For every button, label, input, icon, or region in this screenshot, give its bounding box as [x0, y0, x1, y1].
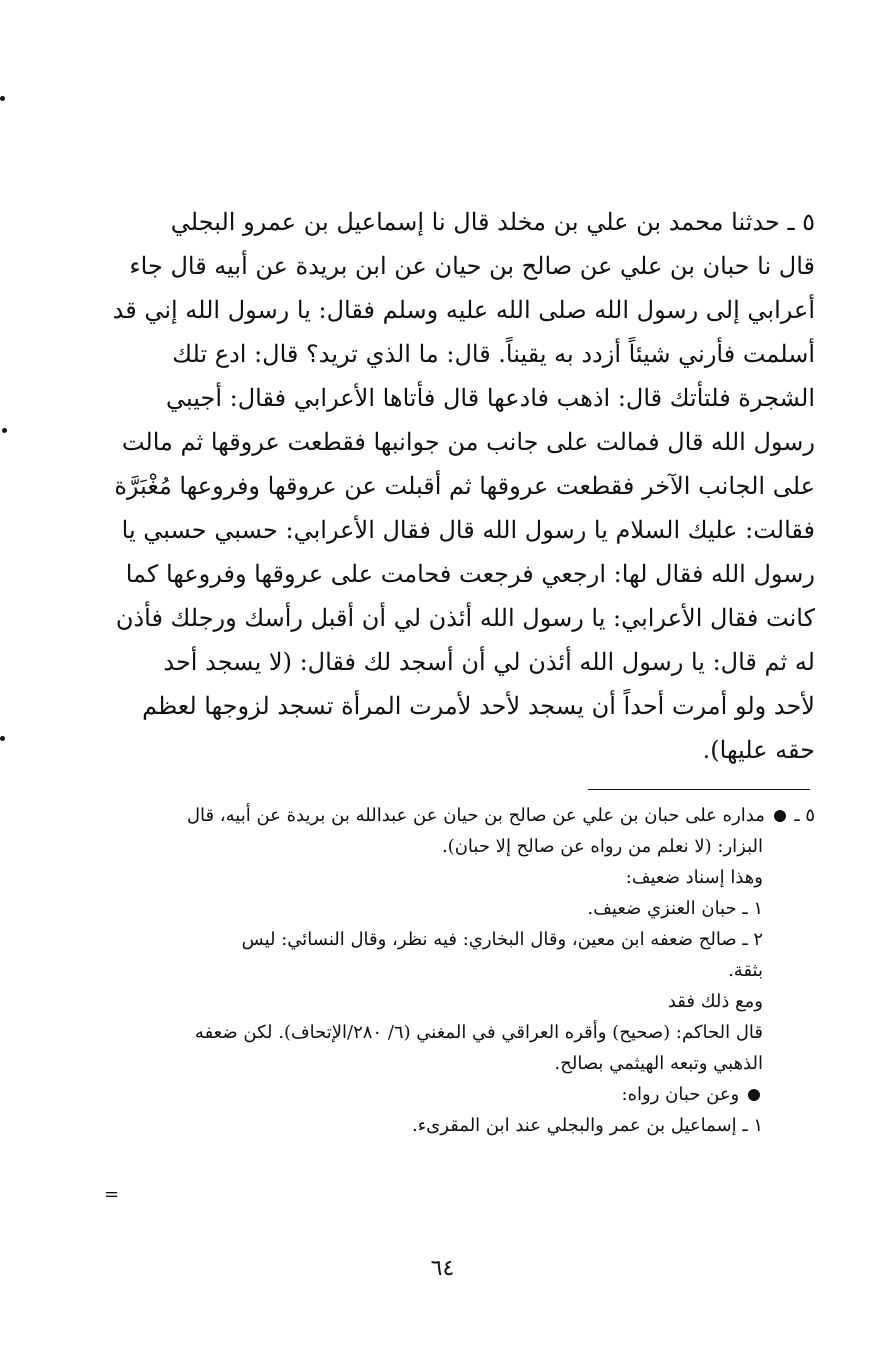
margin-mark-middle [2, 428, 7, 433]
hadith-line: له ثم قال: يا رسول الله أئذن لي أن أسجد لك فقال: (لا يسجد أحد [163, 648, 815, 676]
page-number: ٦٤ [430, 1256, 455, 1281]
footnote-line: قال الحاكم: (صحيح) وأقره العراقي في المغني (٦/ ٢٨٠/الإتحاف). لكن ضعفه [194, 1022, 763, 1043]
hadith-line: ٥ ـ حدثنا محمد بن علي بن مخلد قال نا إسماعيل بن عمرو البجلي [170, 208, 815, 236]
continuation-mark: = [104, 1184, 120, 1205]
hadith-line: أعرابي إلى رسول الله صلى الله عليه وسلم فقال: يا رسول الله إني قد [112, 296, 815, 324]
footnote-number: ٥ ـ [794, 805, 815, 826]
footnotes [100, 800, 815, 1141]
hadith-line: الشجرة فلتأتك قال: اذهب فادعها قال فأتاها الأعرابي فقال: أجيبي [166, 384, 815, 412]
footnote-line: بثقة. [728, 960, 763, 981]
footnote-line: ٢ ـ صالح ضعفه ابن معين، وقال البخاري: فيه نظر، وقال النسائي: ليس [241, 929, 763, 950]
footnote-line: الذهبي وتبعه الهيثمي بصالح. [554, 1053, 763, 1074]
footnote-text: وعن حبان رواه: [621, 1084, 740, 1105]
bullet-icon [774, 810, 786, 822]
hadith-line: رسول الله قال فمالت على جانب من جوانبها فقطعت عروقها ثم مالت [121, 428, 815, 456]
bullet-icon [748, 1089, 760, 1101]
hadith-line: كانت فقال الأعرابي: يا رسول الله أئذن لي أن أقبل رأسك ورجلك فأذن [115, 604, 815, 632]
footnote-line: وهذا إسناد ضعيف: [625, 867, 763, 888]
margin-mark-lower [0, 736, 5, 741]
footnote-line: البزار: (لا نعلم من رواه عن صالح إلا حبان). [441, 836, 763, 857]
hadith-text [100, 200, 815, 772]
footnote-line: ١ ـ إسماعيل بن عمر والبجلي عند ابن المقرىء. [411, 1115, 763, 1136]
hadith-line: على الجانب الآخر فقطعت عروقها ثم أقبلت عن عروقها وفروعها مُغْبَرَّة [114, 472, 815, 500]
hadith-line: لأحد ولو أمرت أحداً أن يسجد لأحد لأمرت المرأة تسجد لزوجها لعظم [142, 692, 815, 720]
hadith-line: رسول الله فقال لها: ارجعي فرجعت فحامت على عروقها وفروعها كما [125, 560, 815, 588]
hadith-line: أسلمت فأرني شيئاً أزدد به يقيناً. قال: ما الذي تريد؟ قال: ادع تلك [172, 340, 815, 368]
footnote-text: مداره على حبان بن علي عن صالح بن حيان عن عبدالله بن بريدة عن أبيه، قال [186, 805, 765, 826]
footnote-line [100, 1079, 815, 1110]
footnote-line [100, 800, 815, 831]
hadith-line: قال نا حبان بن علي عن صالح بن حيان عن ابن بريدة عن أبيه قال جاء [129, 252, 815, 280]
hadith-line: حقه عليها). [702, 736, 815, 764]
margin-mark-top [0, 96, 5, 101]
footnote-line: ومع ذلك فقد [667, 991, 763, 1012]
footnote-divider [588, 789, 810, 790]
footnote-line: ١ ـ حبان العنزي ضعيف. [587, 898, 763, 919]
hadith-line: فقالت: عليك السلام يا رسول الله قال فقال الأعرابي: حسبي حسبي يا [121, 516, 815, 544]
